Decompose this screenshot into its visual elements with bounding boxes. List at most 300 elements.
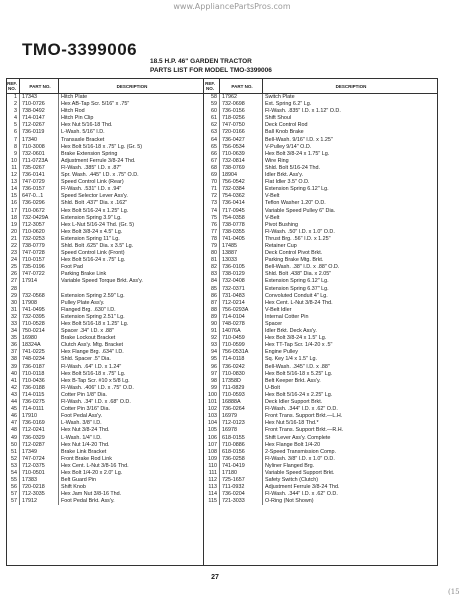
table-row	[203, 307, 437, 314]
ref-number: 97	[203, 371, 220, 378]
table-row	[7, 427, 203, 434]
ref-number: 13	[7, 179, 20, 186]
table-row	[203, 435, 437, 442]
part-number: 736-0258	[220, 456, 263, 463]
part-description: Hex TT-Tap Scr. 1/4-20 x .5"	[265, 342, 333, 349]
ref-number: 59	[203, 101, 220, 108]
page-number: 27	[211, 574, 219, 581]
part-description: U-Bolt	[265, 384, 280, 391]
ref-number: 98	[203, 378, 220, 385]
ref-number: 1	[7, 94, 20, 101]
part-number: 736-0119	[20, 129, 59, 136]
part-number: 710-0436	[20, 378, 59, 385]
part-number: 735-0267	[20, 165, 59, 172]
ref-number: 107	[203, 442, 220, 449]
part-description: Parking Brake Mtg. Brkt.	[265, 257, 324, 264]
part-description: Flat Idler 3.5" O.D.	[265, 179, 310, 186]
part-description: Hex B-Tap Scr. #10 x 5/8 Lg.	[61, 377, 130, 384]
part-number: 747-0724	[20, 456, 59, 463]
title-line-2: PARTS LIST FOR MODEL TMO-3399006	[150, 66, 272, 74]
part-number: 710-0459	[220, 335, 263, 342]
part-description: Hex L-Nut 5/16-24 Thd. (Gr. 5)	[61, 221, 135, 228]
ref-number: 48	[7, 427, 20, 434]
table-row	[203, 491, 437, 498]
part-number: 14076A	[220, 328, 263, 335]
table-row	[7, 137, 203, 144]
ref-number: 109	[203, 456, 220, 463]
part-number: 16980	[20, 335, 59, 342]
title-block	[150, 58, 320, 75]
part-number: 720-0218	[20, 484, 59, 491]
part-description: Hex Nut 1/4-20 Thd.	[61, 441, 110, 448]
ref-number: 23	[7, 250, 20, 257]
table-row	[203, 385, 437, 392]
part-number: 711-0723A	[20, 158, 59, 165]
ref-number: 82	[203, 264, 220, 271]
part-number: 741-0419	[220, 463, 263, 470]
ref-number: 49	[7, 435, 20, 442]
part-description: Idler Brkt. Ass'y.	[265, 172, 304, 179]
part-description: Foot Pedal Ass'y.	[61, 413, 103, 420]
table-row	[203, 456, 437, 463]
ref-number: 3	[7, 108, 20, 115]
table-row	[203, 215, 437, 222]
header-ref: REF. NO.	[203, 79, 220, 93]
parts-table	[6, 78, 438, 566]
table-row	[7, 413, 203, 420]
part-number: 732-0601	[20, 151, 59, 158]
ref-number: 105	[203, 427, 220, 434]
part-description: V-Belt	[265, 193, 280, 200]
ref-number: 7	[7, 137, 20, 144]
ref-number: 111	[203, 470, 220, 477]
part-description: Hex Bolt 5/16-18 x 5.25" Lg.	[265, 370, 333, 377]
ref-number: 6	[7, 129, 20, 136]
part-number: 712-0267	[20, 122, 59, 129]
table-row	[203, 115, 437, 122]
table-row	[203, 442, 437, 449]
table-row	[203, 193, 437, 200]
table-row	[7, 229, 203, 236]
part-description: Hex Bolt 3/8-24 x 1.5" Lg.	[265, 335, 327, 342]
table-row	[7, 151, 203, 158]
part-description: Parking Brake Link	[61, 271, 107, 278]
ref-number: 12	[7, 172, 20, 179]
part-number: 754-0358	[220, 215, 263, 222]
part-number: 756-0293A	[220, 307, 263, 314]
ref-number: 104	[203, 420, 220, 427]
part-description: Deck Idler Support Brkt.	[265, 399, 323, 406]
part-description: Hex Bolt 3/8-24 x 4.5" Lg.	[61, 228, 123, 235]
table-row	[203, 406, 437, 413]
part-number: 18324A	[20, 342, 59, 349]
part-number: 747-0728	[20, 250, 59, 257]
ref-number: 27	[7, 278, 20, 285]
table-row	[7, 342, 203, 349]
part-description: Hex Bolt 5/16-24 x 1.25" Lg.	[61, 207, 129, 214]
part-description: O-Ring (Not Shown)	[265, 498, 314, 505]
part-number: 17343	[20, 94, 59, 101]
part-description: Teflon Washer 1.20" O.D.	[265, 200, 326, 207]
part-number: 710-0157	[20, 257, 59, 264]
part-number: 710-0599	[220, 342, 263, 349]
part-number: 756-0531A	[220, 349, 263, 356]
part-description: Belt Keeper Brkt. Ass'y.	[265, 377, 321, 384]
ref-number: 77	[203, 229, 220, 236]
part-number: 13887	[220, 250, 263, 257]
part-description: Hex Flange Bolt 1/4-20	[265, 441, 321, 448]
part-description: V-Belt Idler	[265, 306, 292, 313]
table-row	[203, 243, 437, 250]
table-row	[7, 349, 203, 356]
part-number: 736-0296	[20, 200, 59, 207]
part-number: 756-0542	[220, 179, 263, 186]
part-description: Fl-Wash. .531" I.D. x .94"	[61, 186, 122, 193]
part-number: 736-0204	[220, 491, 263, 498]
part-number: 714-0115	[20, 392, 59, 399]
table-row	[203, 314, 437, 321]
part-number: 748-0278	[220, 321, 263, 328]
ref-number: 26	[7, 271, 20, 278]
part-number: 738-0779	[20, 243, 59, 250]
part-description: Hitch Plate	[61, 94, 88, 100]
part-description: Internal Cotter Pin	[265, 313, 309, 320]
table-row	[7, 236, 203, 243]
ref-number: 54	[7, 470, 20, 477]
ref-number: 46	[7, 413, 20, 420]
part-number: 711-0829	[220, 385, 263, 392]
ref-number: 64	[203, 137, 220, 144]
part-number: 710-0528	[20, 321, 59, 328]
part-description: Fl-Wash. .385" I.D. x .87"	[61, 164, 122, 171]
ref-number: 28	[7, 286, 20, 293]
table-row	[203, 264, 437, 271]
ref-number: 69	[203, 172, 220, 179]
part-number: 17908	[20, 300, 59, 307]
part-description: Extension Spring 3.9" Lg.	[61, 214, 122, 221]
table-row	[203, 200, 437, 207]
table-row	[203, 477, 437, 484]
part-number: 712-0375	[20, 463, 59, 470]
header-part: PART NO.	[20, 79, 59, 93]
part-description: Fl-Wash. .406" I.D. x .75" O.D.	[61, 384, 134, 391]
part-description: Hex Nut 5/16-18 Thd.	[61, 122, 113, 129]
table-row	[203, 94, 437, 101]
part-description: Fl-Wash. .64" I.D. x 1.24"	[61, 363, 122, 370]
ref-number: 96	[203, 364, 220, 371]
part-description: Foot Pedal Brkt. Ass'y.	[61, 498, 115, 505]
part-number: 736-0156	[220, 108, 263, 115]
part-description: Front Trans. Support Brkt.—L.H.	[265, 413, 343, 420]
ref-number: 38	[7, 356, 20, 363]
part-description: Fl-Wash. .50" I.D. x 1.0" O.D.	[265, 228, 335, 235]
part-description: Deck Control Pivot Brkt.	[265, 250, 323, 257]
part-number: 738-0778	[220, 222, 263, 229]
part-number: 756-0534	[220, 144, 263, 151]
ref-number: 40	[7, 371, 20, 378]
ref-number: 89	[203, 314, 220, 321]
part-description: Hex Bolt 5/16-18 x .75" Lg.	[61, 370, 126, 377]
ref-number: 57	[7, 491, 20, 498]
part-description: Hitch Pin Clip	[61, 115, 94, 122]
ref-number: 65	[203, 144, 220, 151]
table-row	[7, 193, 203, 200]
table-row	[203, 186, 437, 193]
table-row	[7, 286, 203, 293]
part-description: Shld. Spacer .5" Dia.	[61, 356, 111, 363]
ref-number: 83	[203, 271, 220, 278]
table-row	[7, 101, 203, 108]
left-column	[7, 79, 204, 565]
part-description: Fl-Wash. .835" I.D. x 1.12" O.D.	[265, 108, 341, 115]
part-description: Extension Spring 11" Lg.	[61, 235, 120, 242]
right-column	[203, 79, 437, 565]
ref-number: 44	[7, 399, 20, 406]
part-number: 712-3057	[20, 222, 59, 229]
part-number: 750-0214	[20, 328, 59, 335]
part-number: 16888A	[220, 399, 263, 406]
ref-number: 114	[203, 491, 220, 498]
ref-number: 61	[203, 115, 220, 122]
part-description: Bell-Wash. .38" I.D. x .88" O.D.	[265, 264, 340, 271]
part-number: 710-0501	[20, 470, 59, 477]
part-description: L-Wash. 5/16" I.D.	[61, 129, 105, 136]
part-number: 711-0932	[220, 484, 263, 491]
part-number: 721-3033	[220, 498, 263, 505]
ref-number: 11	[7, 165, 20, 172]
table-row	[7, 442, 203, 449]
ref-number: 87	[203, 300, 220, 307]
part-description: Idler Brkt. Deck Ass'y.	[265, 328, 317, 335]
part-number: 732-0698	[220, 101, 263, 108]
ref-number: 35	[7, 335, 20, 342]
table-row	[203, 342, 437, 349]
part-number: 17962	[220, 94, 263, 101]
table-row	[7, 108, 203, 115]
ref-number: 58	[203, 94, 220, 101]
ref-number: 110	[203, 463, 220, 470]
part-description: Spr. Wash. .445" I.D. x .75" O.D.	[61, 172, 139, 179]
part-number: 17358D	[220, 378, 263, 385]
ref-number: 72	[203, 193, 220, 200]
part-description: Hex Bolt 5/16-24 x 2.25" Lg.	[265, 391, 333, 398]
ref-number: 63	[203, 129, 220, 136]
part-number: 17349	[20, 449, 59, 456]
title-line-1: 18.5 H.P. 46" GARDEN TRACTOR	[150, 58, 252, 65]
part-number: 732-0395	[20, 314, 59, 321]
table-row	[7, 356, 203, 363]
part-number: 647-0...1	[20, 193, 59, 200]
part-number: 736-0275	[20, 399, 59, 406]
table-row	[203, 108, 437, 115]
part-number: 736-0105	[220, 264, 263, 271]
part-number: 738-0769	[220, 165, 263, 172]
part-description: Front Brake Rod Link	[61, 455, 112, 462]
part-description: Front Trans. Support Brkt.—R.H.	[265, 427, 344, 434]
part-number: 717-0945	[220, 208, 263, 215]
part-number: 16978	[220, 427, 263, 434]
part-description: Extension Spring 2.51" Lg.	[61, 313, 125, 320]
part-number: 714-0118	[220, 356, 263, 363]
table-row	[203, 378, 437, 385]
ref-number: 90	[203, 321, 220, 328]
table-row	[203, 236, 437, 243]
part-description: Variable Speed Pulley 6" Dia.	[265, 207, 336, 214]
ref-number: 115	[203, 498, 220, 505]
part-number: 710-0593	[220, 392, 263, 399]
table-row	[7, 456, 203, 463]
table-row	[7, 449, 203, 456]
ref-number: 31	[7, 307, 20, 314]
part-number: 712-0241	[20, 427, 59, 434]
part-number: 710-0620	[20, 229, 59, 236]
part-description: Cotter Pin 3/16" Dia.	[61, 406, 110, 413]
part-number: 714-0147	[20, 115, 59, 122]
table-row	[7, 314, 203, 321]
ref-number: 73	[203, 200, 220, 207]
table-row	[203, 349, 437, 356]
ref-number: 29	[7, 293, 20, 300]
ref-number: 66	[203, 151, 220, 158]
table-row	[7, 144, 203, 151]
part-number: 736-0188	[20, 385, 59, 392]
table-row	[203, 484, 437, 491]
part-number: 712-3035	[20, 491, 59, 498]
part-number: 17340	[20, 137, 59, 144]
header-desc: DESCRIPTION	[116, 83, 148, 89]
part-number: 747-0729	[20, 179, 59, 186]
ref-number: 106	[203, 435, 220, 442]
part-description: 2-Speed Transmission Comp.	[265, 448, 337, 455]
ref-number: 108	[203, 449, 220, 456]
right-header	[203, 79, 437, 94]
ref-number: 81	[203, 257, 220, 264]
table-row	[7, 463, 203, 470]
table-row	[7, 477, 203, 484]
part-description: L-Wash. 3/8" I.D.	[61, 420, 102, 427]
table-row	[7, 186, 203, 193]
part-description: Brake Extension Spring	[61, 150, 118, 157]
part-description: Nyliner Flanged Brg.	[265, 462, 315, 469]
part-description: Extension Spring 6.12" Lg.	[265, 278, 329, 285]
header-part: PART NO.	[220, 79, 263, 93]
table-row	[203, 151, 437, 158]
part-description: Ball Knob Brake	[265, 129, 304, 136]
ref-number: 4	[7, 115, 20, 122]
model-number: TMO-3399006	[22, 40, 138, 59]
part-number: 732-0568	[20, 293, 59, 300]
table-row	[203, 278, 437, 285]
table-row	[7, 250, 203, 257]
ref-number: 39	[7, 364, 20, 371]
table-row	[7, 420, 203, 427]
ref-number: 74	[203, 208, 220, 215]
table-row	[203, 498, 437, 505]
part-description: Wire Ring	[265, 157, 289, 164]
ref-number: 75	[203, 215, 220, 222]
part-description: Foot Pad	[61, 264, 83, 271]
ref-number: 76	[203, 222, 220, 229]
ref-number: 101	[203, 399, 220, 406]
table-row	[203, 250, 437, 257]
table-row	[7, 484, 203, 491]
part-description: Speed Selector Lever Ass'y.	[61, 193, 128, 200]
part-description: Hex Bolt 1/4-20 x 2.0" Lg.	[61, 469, 123, 476]
part-number: 736-0187	[20, 364, 59, 371]
table-row	[7, 115, 203, 122]
part-number: 731-0483	[220, 293, 263, 300]
part-description: Retainer Cup	[265, 242, 297, 249]
part-number: 735-0196	[20, 264, 59, 271]
part-number: 13033	[220, 257, 263, 264]
part-description: Variable Speed Support Brkt.	[265, 469, 335, 476]
ref-number: 53	[7, 463, 20, 470]
part-number: 732-0814	[220, 158, 263, 165]
part-description: Hitch Rod	[61, 108, 85, 115]
ref-number: 56	[7, 484, 20, 491]
part-description: Hex Bolt 5/16-18 x .75" Lg. (Gr. 5)	[61, 143, 143, 150]
table-row	[203, 179, 437, 186]
ref-number: 41	[7, 378, 20, 385]
ref-number: 25	[7, 264, 20, 271]
part-description: Transaxle Bracket	[61, 136, 105, 143]
ref-number: 70	[203, 179, 220, 186]
table-row	[7, 94, 203, 101]
part-description: Clutch Ass'y. Mtg. Bracket	[61, 342, 124, 349]
ref-number: 43	[7, 392, 20, 399]
part-description: Hex Cent. L-Nut 3/8-16 Thd.	[61, 462, 129, 469]
part-description: Adjustment Ferrule 3/8-24 Thd.	[265, 484, 340, 491]
ref-number: 36	[7, 342, 20, 349]
ref-number: 100	[203, 392, 220, 399]
ref-number: 21	[7, 236, 20, 243]
table-row	[7, 364, 203, 371]
table-row	[7, 264, 203, 271]
part-description: Thrust Brg. .56" I.D. x 1.25"	[265, 235, 331, 242]
ref-number: 85	[203, 286, 220, 293]
table-row	[203, 286, 437, 293]
part-number: 732-0253	[20, 236, 59, 243]
part-number: 754-0362	[220, 193, 263, 200]
part-description: Bell-Wash. .345" I.D. x .88"	[265, 363, 330, 370]
ref-number: 60	[203, 108, 220, 115]
part-description: Brake Link Bracket	[61, 448, 107, 455]
table-row	[7, 179, 203, 186]
ref-number: 18	[7, 215, 20, 222]
table-row	[203, 413, 437, 420]
part-description: V-Belt	[265, 214, 280, 221]
table-row	[7, 122, 203, 129]
table-row	[7, 165, 203, 172]
table-row	[203, 172, 437, 179]
table-row	[203, 222, 437, 229]
part-description: Switch Plate	[265, 94, 295, 100]
ref-number: 17	[7, 208, 20, 215]
table-row	[7, 271, 203, 278]
table-row	[7, 470, 203, 477]
part-number	[20, 286, 59, 293]
table-row	[203, 208, 437, 215]
ref-number: 86	[203, 293, 220, 300]
table-row	[203, 463, 437, 470]
part-description: Hex Nut 3/8-24 Thd.	[61, 427, 110, 434]
part-number: 712-0123	[220, 420, 263, 427]
table-row	[203, 229, 437, 236]
part-description: L-Wash. 1/4" I.D.	[61, 434, 102, 441]
part-number: 736-0427	[220, 137, 263, 144]
part-number: 741-0405	[220, 236, 263, 243]
table-row	[203, 420, 437, 427]
